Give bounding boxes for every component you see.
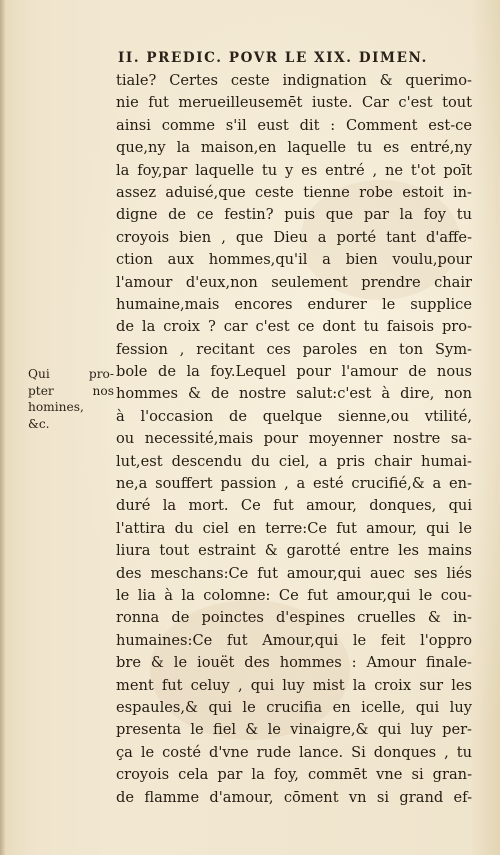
text-line: ainsi comme s'il eust dit : Comment est-ce bbox=[116, 116, 472, 134]
page-gutter-shadow bbox=[0, 0, 6, 855]
text-line: croyois bien , que Dieu a porté tant d'affe- bbox=[116, 228, 472, 246]
text-line: liura tout estraint & garotté entre les mains bbox=[116, 542, 472, 560]
text-line: tiale? Certes ceste indignation & querimo- bbox=[116, 72, 472, 89]
marginal-note bbox=[28, 366, 114, 432]
text-line: hommes & de nostre salut:c'est à dire, non bbox=[116, 385, 472, 403]
text-line: ction aux hommes,qu'il a bien voulu,pour bbox=[116, 251, 472, 269]
text-line: de la croix ? car c'est ce dont tu faisois pro- bbox=[116, 318, 472, 336]
marginal-note-line: pter nos bbox=[28, 383, 114, 398]
marginal-note-line: &c. bbox=[28, 416, 50, 431]
text-line: la foy,par laquelle tu y es entré , ne t'ot poīt bbox=[116, 161, 472, 179]
marginal-note-line: homines, bbox=[28, 400, 84, 414]
text-line: presenta le fiel & le vinaigre,& qui luy per- bbox=[116, 721, 472, 739]
text-line: ça le costé d'vne rude lance. Si donques , tu bbox=[116, 743, 472, 761]
text-line: humaine,mais encores endurer le supplice bbox=[116, 295, 472, 313]
text-line: à l'occasion de quelque sienne,ou vtilité, bbox=[116, 407, 472, 425]
text-line: espaules,& qui le crucifia en icelle, qui luy bbox=[116, 698, 472, 716]
text-line: ne,a souffert passion , a esté crucifié,& a en- bbox=[116, 475, 472, 493]
text-line: ment fut celuy , qui luy mist la croix sur les bbox=[116, 676, 472, 694]
text-line: de flamme d'amour, cōment vn si grand ef- bbox=[116, 788, 472, 806]
text-line: que,ny la maison,en laquelle tu es entré,ny bbox=[116, 139, 472, 157]
text-line: ou necessité,mais pour moyenner nostre sa- bbox=[116, 430, 472, 448]
text-line: bole de la foy.Lequel pour l'amour de nous bbox=[116, 363, 472, 381]
text-line: assez aduisé,que ceste tienne robe estoit in- bbox=[116, 183, 472, 201]
text-line: fession , recitant ces paroles en ton Sym- bbox=[116, 340, 472, 358]
text-line: digne de ce festin? puis que par la foy tu bbox=[116, 206, 472, 224]
text-line: l'attira du ciel en terre:Ce fut amour, qui le bbox=[116, 519, 472, 537]
text-line: des meschans:Ce fut amour,qui auec ses liés bbox=[116, 564, 472, 582]
text-line: ronna de poinctes d'espines cruelles & in- bbox=[116, 609, 472, 627]
marginal-note-line: Qui pro- bbox=[28, 367, 114, 381]
text-line: lut,est descendu du ciel, a pris chair humai- bbox=[116, 452, 472, 470]
text-line: nie fut merueilleusemēt iuste. Car c'est tout bbox=[116, 94, 472, 112]
main-text-block bbox=[116, 70, 472, 809]
text-line: duré la mort. Ce fut amour, donques, qui bbox=[116, 497, 472, 515]
text-line: croyois cela par la foy, commēt vne si gran- bbox=[116, 766, 472, 784]
running-header: II. PREDIC. POVR LE XIX. DIMEN. bbox=[118, 50, 428, 66]
text-line: humaines:Ce fut Amour,qui le feit l'oppro bbox=[116, 631, 472, 649]
text-line: l'amour d'eux,non seulement prendre chair bbox=[116, 273, 472, 291]
text-line: bre & le iouët des hommes : Amour finale- bbox=[116, 654, 472, 672]
text-line: le lia à la colomne: Ce fut amour,qui le cou- bbox=[116, 586, 472, 604]
